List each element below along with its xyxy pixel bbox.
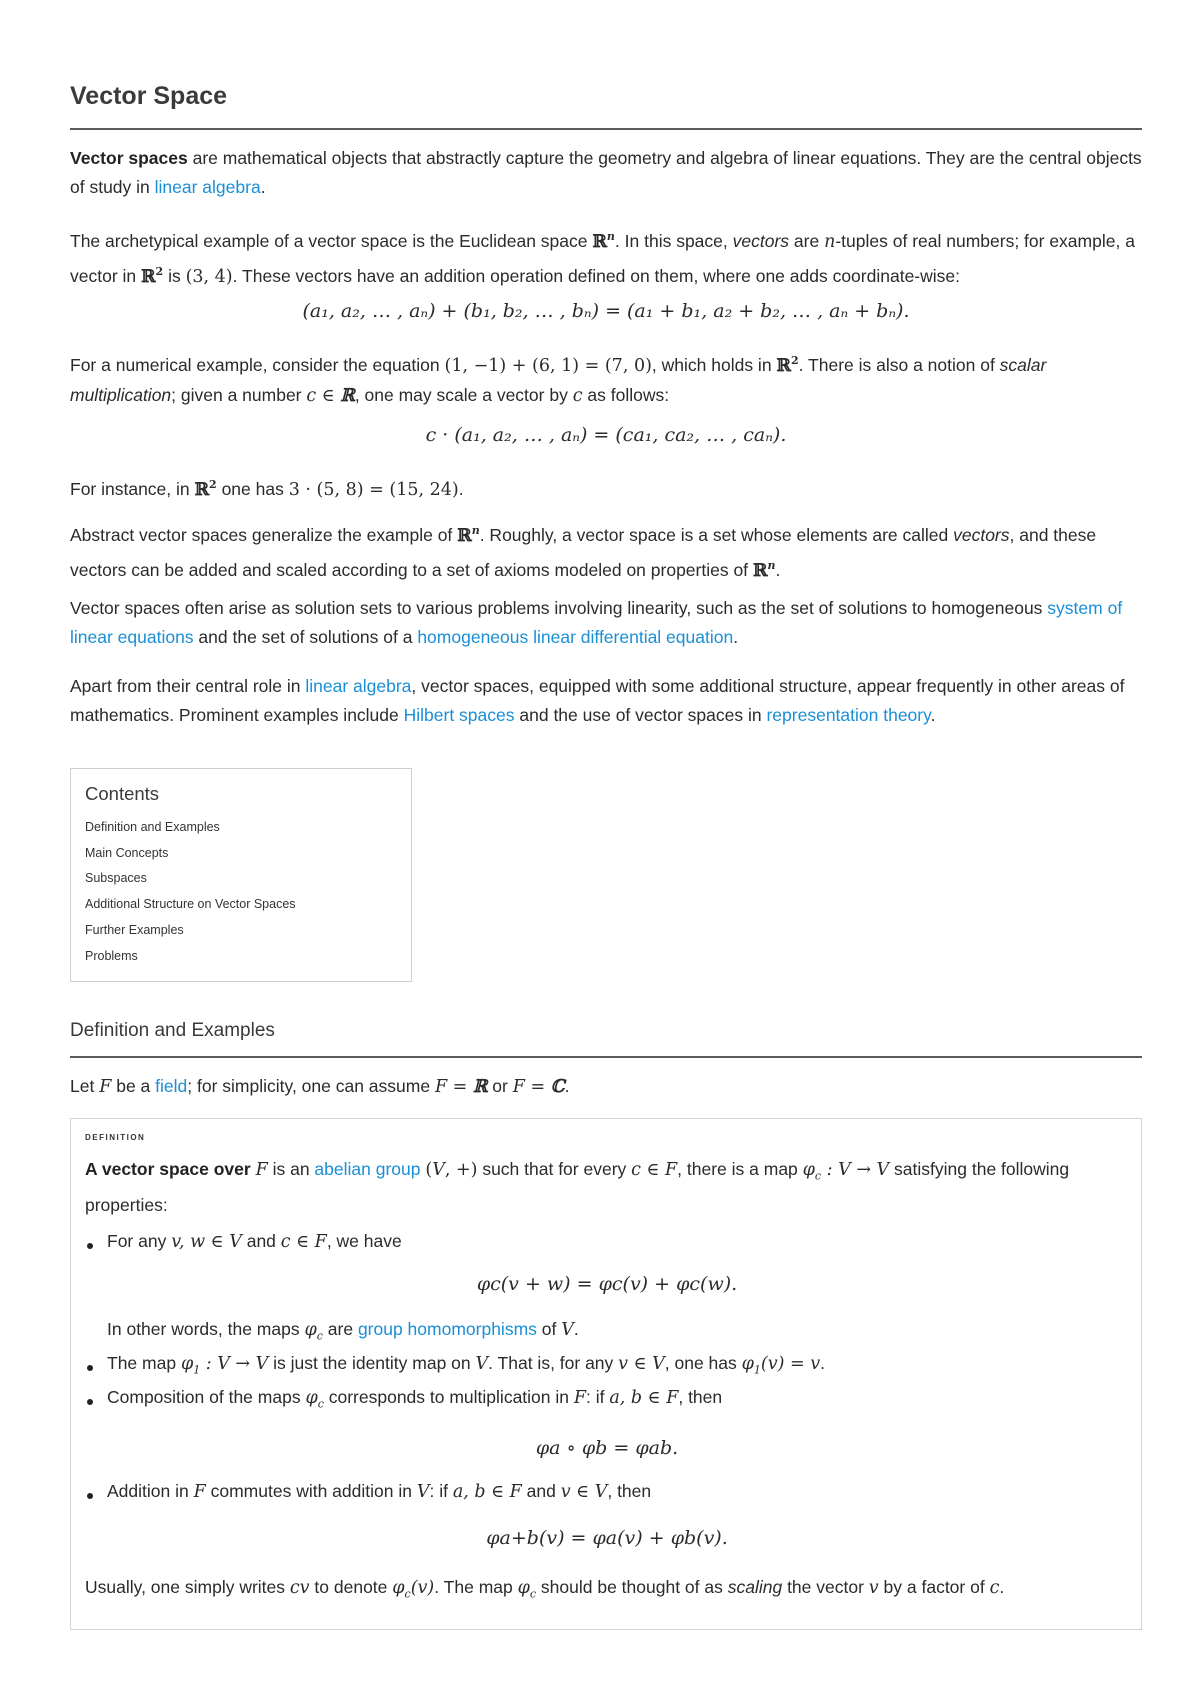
toc-item-subspaces[interactable]: Subspaces — [85, 871, 147, 886]
link-group-homomorphisms[interactable]: group homomorphisms — [357, 1319, 537, 1339]
math-f-eq-c: F = ℂ — [512, 1077, 565, 1097]
math-cv: cv — [289, 1578, 310, 1598]
p2-text: . In this space, — [614, 230, 733, 251]
b1-text: , we have — [326, 1231, 402, 1251]
let-text: or — [487, 1076, 513, 1096]
b4-text: and — [521, 1481, 561, 1501]
def-text: , there is a map — [677, 1159, 803, 1179]
p2-text: . These vectors have an addition operation defined on them, where one adds coordinate-wise: — [232, 265, 961, 286]
p3-text: , one may scale a vector by — [354, 384, 573, 405]
math-f-eq-r: F = ℝ — [434, 1077, 488, 1097]
link-linear-algebra[interactable]: linear algebra — [154, 177, 261, 197]
p3-text: , which holds in — [651, 354, 777, 375]
let-paragraph — [70, 1072, 1142, 1102]
b1note-text: In other words, the maps — [107, 1319, 305, 1339]
closing-text: by a factor of — [878, 1577, 990, 1597]
def-text: such that for every — [477, 1159, 632, 1179]
math-phi-c: $\varphi_c$ — [304, 1320, 323, 1343]
math-scale-example: 3 · (5, 8) = (15, 24) — [288, 479, 459, 500]
euclidean-paragraph — [70, 222, 1142, 292]
p5-em: vectors — [953, 524, 1010, 545]
p3-text: . There is also a notion of — [798, 354, 1000, 375]
b1note-text: of — [536, 1319, 562, 1339]
p5-text: , and these vectors can be added and scaled according to a set of axioms modeled on properties of — [70, 524, 1097, 580]
abstract-paragraph — [70, 516, 1142, 586]
intro-paragraph — [70, 144, 1142, 202]
applications-paragraph — [70, 672, 1142, 730]
math-phi1-identity: $\varphi_1(v) = v$ — [741, 1354, 821, 1377]
b4-text: , then — [607, 1481, 652, 1501]
b3-text: Composition of the maps — [107, 1387, 306, 1407]
p5-text: . — [775, 559, 781, 580]
p6-text: and the set of solutions of a — [193, 627, 418, 647]
p2-text: are — [789, 230, 825, 251]
math-c-in-f: c ∈ F — [631, 1160, 678, 1180]
let-text: ; for simplicity, one can assume — [187, 1076, 435, 1096]
b4-text: : if — [429, 1481, 453, 1501]
p7-text: . — [930, 705, 936, 725]
b2-text: . That is, for any — [488, 1353, 619, 1373]
p4-text: For instance, in — [70, 478, 195, 499]
definition-box — [70, 1118, 1142, 1630]
b2-text: . — [820, 1353, 825, 1373]
math-r2: ℝ$^2$ — [776, 354, 799, 376]
b2-text: The map — [107, 1353, 181, 1373]
math-v-in-v: v ∈ V — [618, 1354, 665, 1374]
p2-em: vectors — [732, 230, 790, 251]
math-f: F — [193, 1482, 206, 1502]
property-1-note — [107, 1319, 1117, 1343]
toc-item-additional-structure[interactable]: Additional Structure on Vector Spaces — [85, 897, 296, 912]
math-rn: ℝ$^n$ — [457, 524, 480, 546]
closing-text: should be thought of as — [536, 1577, 728, 1597]
definition-label: DEFINITION — [85, 1133, 146, 1142]
def-text: satisfying the following properties: — [85, 1159, 1070, 1215]
homomorphism-equation: φc(v + w) = φc(v) + φc(w). — [476, 1273, 738, 1295]
b4-text: commutes with addition in — [205, 1481, 417, 1501]
closing-em: scaling — [727, 1577, 783, 1597]
p4-text: . — [458, 478, 464, 499]
p3-text: as follows: — [582, 384, 670, 405]
p4-text: one has — [216, 478, 289, 499]
closing-text: . The map — [434, 1577, 518, 1597]
b1note-text: . — [573, 1319, 579, 1339]
property-4 — [107, 1481, 1117, 1502]
math-vw-in-v: v, w ∈ V — [171, 1232, 242, 1252]
link-representation-theory[interactable]: representation theory — [766, 705, 931, 725]
distributive-equation: φa+b(v) = φa(v) + φb(v). — [486, 1527, 728, 1549]
b2-text: , one has — [664, 1353, 742, 1373]
let-text: Let — [70, 1076, 100, 1096]
p3-text: ; given a number — [171, 384, 307, 405]
math-f: F — [255, 1160, 268, 1180]
link-homogeneous-linear-differential-equation[interactable]: homogeneous linear differential equation — [417, 627, 734, 647]
math-group: (V, +) — [425, 1160, 478, 1180]
def-text: is an — [267, 1159, 315, 1179]
property-1 — [107, 1231, 1117, 1252]
math-ab-in-f: a, b ∈ F — [609, 1388, 679, 1408]
p3-em: scalar multiplication — [70, 354, 1047, 405]
b1note-text: are — [322, 1319, 358, 1339]
p2-text: The archetypical example of a vector space is the Euclidean space — [70, 230, 593, 251]
p6-text: . — [733, 627, 739, 647]
scalar-equation: c · (a₁, a₂, … , aₙ) = (ca₁, ca₂, … , caₙ). — [425, 424, 787, 446]
definition-closing — [85, 1573, 1125, 1609]
math-vector-example: (3, 4) — [185, 266, 233, 287]
math-c-in-r: c ∈ ℝ — [306, 385, 355, 406]
math-r2: ℝ$^2$ — [141, 264, 164, 287]
math-phi-map: $\varphi_c$ : V → V — [802, 1160, 890, 1183]
link-hilbert-spaces[interactable]: Hilbert spaces — [403, 705, 515, 725]
p5-text: Abstract vector spaces generalize the example of — [70, 524, 458, 545]
p7-text: and the use of vector spaces in — [514, 705, 767, 725]
b3-text: , then — [678, 1387, 723, 1407]
toc-item-further-examples[interactable]: Further Examples — [85, 922, 184, 937]
math-v: V — [416, 1482, 430, 1502]
p2-text: is — [163, 265, 186, 286]
math-rn: ℝ$^n$ — [752, 558, 776, 581]
page-title: Vector Space — [70, 82, 228, 110]
property-2 — [107, 1353, 1117, 1377]
math-f: F — [573, 1388, 587, 1408]
math-phi-c: $\varphi_c$ — [305, 1388, 324, 1411]
intro-end: . — [260, 177, 266, 197]
link-abelian-group[interactable]: abelian group — [314, 1159, 421, 1179]
title-divider — [70, 128, 1142, 130]
definition-intro — [85, 1155, 1125, 1220]
toc-item-problems[interactable]: Problems — [85, 948, 138, 963]
closing-text: to denote — [309, 1577, 393, 1597]
property-3 — [107, 1387, 1117, 1411]
bullet-1 — [87, 1243, 93, 1249]
math-n: n — [824, 231, 836, 252]
math-phi-c: $\varphi_c$ — [517, 1578, 537, 1601]
toc-item-main-concepts[interactable]: Main Concepts — [85, 845, 169, 860]
math-phi-c-v: $\varphi_c(v)$ — [392, 1578, 435, 1601]
bullet-4 — [87, 1493, 93, 1499]
definition-bold: A vector space over — [85, 1159, 256, 1179]
link-system-of-linear-equations[interactable]: system of linear equations — [70, 598, 1123, 647]
b3-text: corresponds to multiplication in — [323, 1387, 574, 1407]
b4-text: Addition in — [107, 1481, 194, 1501]
math-sum-example: (1, −1) + (6, 1) = (7, 0) — [444, 355, 652, 376]
link-linear-algebra-2[interactable]: linear algebra — [305, 676, 412, 696]
p7-text: , vector spaces, equipped with some additional structure, appear frequently in other areas of mathematics. Prominent examples include — [70, 676, 1125, 725]
p7-text: Apart from their central role in — [70, 676, 306, 696]
solution-sets-paragraph — [70, 594, 1142, 652]
let-text: be a — [111, 1076, 156, 1096]
toc-item-definition-and-examples[interactable]: Definition and Examples — [85, 820, 220, 834]
b2-text: is just the identity map on — [268, 1353, 476, 1373]
math-v-in-v: v ∈ V — [560, 1482, 608, 1502]
b1-text: For any — [107, 1231, 172, 1251]
intro-text: are mathematical objects that abstractly capture the geometry and algebra of linear equations. They are the central objects of study in — [70, 148, 1142, 197]
math-c-in-f: c ∈ F — [280, 1232, 327, 1252]
math-c: c — [989, 1578, 1000, 1598]
closing-text: Usually, one simply writes — [85, 1577, 290, 1597]
section-heading-definition: Definition and Examples — [70, 1020, 275, 1041]
p2-text: -tuples of real numbers; for example, a vector in — [70, 230, 1135, 286]
math-r2: ℝ$^2$ — [194, 478, 217, 500]
addition-equation: (a₁, a₂, … , aₙ) + (b₁, b₂, … , bₙ) = (a₁ + b₁, a₂ + b₂, … , aₙ + bₙ). — [302, 300, 910, 322]
closing-text: the vector — [782, 1577, 869, 1597]
bullet-3 — [87, 1399, 93, 1405]
b3-text: : if — [586, 1387, 610, 1407]
math-v: V — [561, 1320, 574, 1340]
math-v: V — [475, 1354, 489, 1374]
math-rn: ℝ$^n$ — [592, 230, 615, 252]
table-of-contents — [70, 768, 412, 982]
math-f: F — [99, 1077, 112, 1097]
composition-equation: φa ∘ φb = φab. — [535, 1437, 679, 1459]
instance-paragraph — [70, 470, 1142, 505]
math-phi1-map: $\varphi_1$ : V → V — [180, 1354, 269, 1377]
p5-text: . Roughly, a vector space is a set whose elements are called — [479, 524, 954, 545]
math-ab-in-f: a, b ∈ F — [452, 1482, 522, 1502]
section-divider — [70, 1056, 1142, 1058]
b1-text: and — [241, 1231, 281, 1251]
closing-text: . — [999, 1577, 1005, 1597]
let-text: . — [564, 1076, 570, 1096]
toc-title: Contents — [85, 783, 160, 804]
numerical-paragraph — [70, 346, 1142, 411]
intro-bold: Vector spaces — [70, 148, 188, 168]
link-field[interactable]: field — [155, 1076, 188, 1096]
math-c: c — [572, 385, 583, 406]
p6-text: Vector spaces often arise as solution sets to various problems involving linearity, such as the set of solutions to homogeneous — [70, 598, 1048, 618]
bullet-2 — [87, 1365, 93, 1371]
math-v: v — [868, 1578, 879, 1598]
p3-text: For a numerical example, consider the equation — [70, 354, 445, 375]
